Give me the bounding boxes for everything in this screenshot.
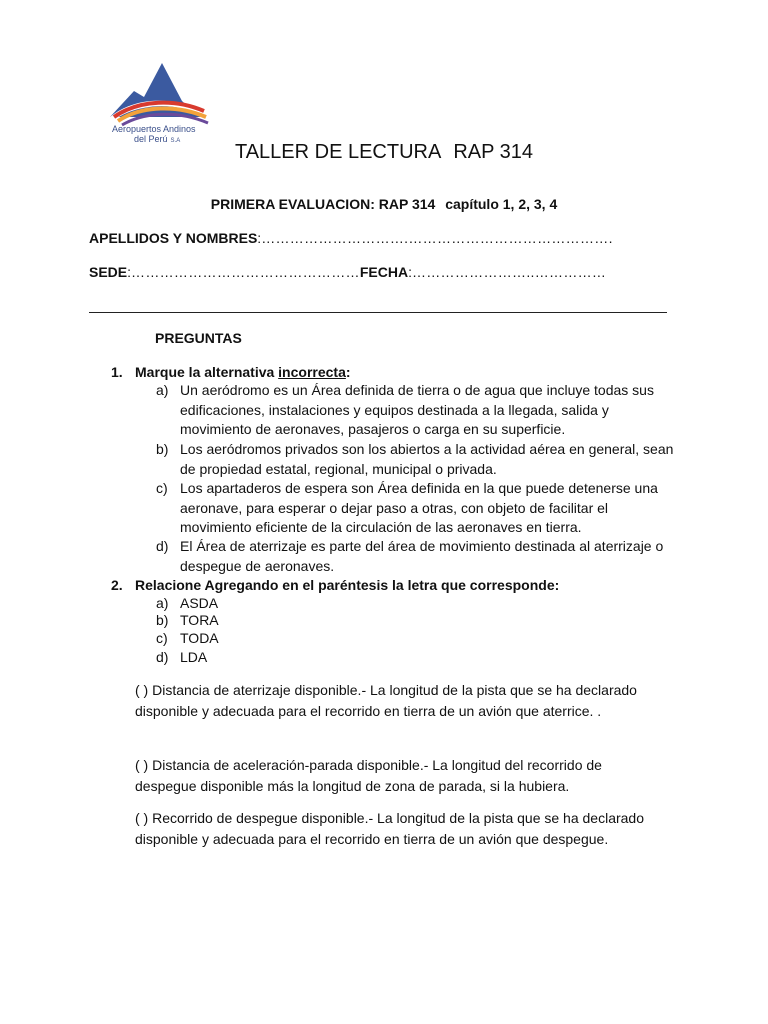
definition-2[interactable]: ( ) Distancia de aceleración-parada disponible.- La longitud del recorrido de despegue disponible más la longitud de zona de parada, si la hubiera. bbox=[135, 757, 602, 794]
question-2 bbox=[111, 577, 559, 593]
question-1-underlined: incorrecta bbox=[278, 364, 346, 380]
logo-name-line1: Aeropuertos Andinos bbox=[112, 124, 196, 134]
q1-option-b-text: Los aeródromos privados son los abiertos a la actividad aérea en general, sean de propiedad estatal, regional, municipal o privada. bbox=[180, 441, 674, 477]
subtitle-part2: capítulo 1, 2, 3, 4 bbox=[445, 196, 558, 212]
q1-option-c-text: Los apartaderos de espera son Área definida en la que puede detenerse una aeronave, para esperar o dejar paso a otras, con objeto de facilitar el movimiento eficiente de la circulación de las aeronaves en tierra. bbox=[180, 480, 658, 535]
names-dots: ………………………….……………………………………. bbox=[261, 230, 613, 246]
title-part1: TALLER DE LECTURA bbox=[234, 141, 442, 163]
logo-name-suffix: S.A bbox=[170, 138, 181, 144]
q1-option-d-text: El Área de aterrizaje es parte del área de movimiento destinada al aterrizaje o despegue de aeronaves. bbox=[180, 538, 664, 574]
q1-option-c[interactable] bbox=[156, 479, 676, 538]
definition-1[interactable]: ( ) Distancia de aterrizaje disponible.- La longitud de la pista que se ha declarado disponible y adecuada para el recorrido en tierra de un avión que aterrice. . bbox=[135, 682, 637, 719]
q1-option-a-text: Un aeródromo es un Área definida de tierra o de agua que incluye todas sus edificaciones, instalaciones y equipos destinada a la llegada, salida y movimiento de aeronaves, pasajeros o carga en su superficie. bbox=[180, 382, 654, 437]
names-colon: : bbox=[257, 230, 262, 246]
q1-option-a[interactable] bbox=[156, 381, 676, 440]
fecha-colon: : bbox=[408, 264, 412, 280]
definition-3[interactable]: ( ) Recorrido de despegue disponible.- La longitud de la pista que se ha declarado disponible y adecuada para el recorrido en tierra de un avión que despegue. bbox=[135, 810, 645, 847]
page-subtitle bbox=[0, 196, 768, 212]
fecha-dots[interactable]: ……………………..…………… bbox=[411, 264, 607, 280]
names-label: APELLIDOS Y NOMBRES bbox=[89, 230, 258, 246]
divider-line bbox=[89, 312, 667, 313]
q1-option-d-letter: d) bbox=[156, 538, 169, 554]
fecha-label: FECHA bbox=[359, 264, 409, 280]
q2-option-b bbox=[156, 611, 676, 631]
question-2-text: Relacione Agregando en el paréntesis la letra que corresponde: bbox=[135, 577, 560, 593]
subtitle-part1: PRIMERA EVALUACION: RAP 314 bbox=[210, 196, 436, 212]
q2-option-a-letter: a) bbox=[156, 595, 169, 611]
q2-option-d-text: LDA bbox=[180, 649, 208, 665]
question-1 bbox=[111, 364, 351, 380]
sede-label: SEDE bbox=[89, 264, 128, 280]
q2-option-a-text: ASDA bbox=[180, 595, 219, 611]
q2-option-d-letter: d) bbox=[156, 649, 169, 665]
logo-name-line2-text: del Perú bbox=[134, 134, 168, 144]
names-field[interactable] bbox=[89, 230, 613, 246]
title-part2: RAP 314 bbox=[453, 141, 534, 163]
page-title bbox=[0, 141, 768, 164]
q1-option-d[interactable] bbox=[156, 537, 676, 576]
q1-option-b[interactable] bbox=[156, 440, 676, 479]
q2-option-c-letter: c) bbox=[156, 630, 168, 646]
q1-option-b-letter: b) bbox=[156, 441, 169, 457]
q2-option-c bbox=[156, 629, 676, 649]
sede-dots[interactable]: ………………………………………… bbox=[131, 264, 360, 280]
q1-option-c-letter: c) bbox=[156, 480, 168, 496]
q2-option-b-letter: b) bbox=[156, 612, 169, 628]
question-2-number: 2. bbox=[111, 577, 123, 593]
section-title: PREGUNTAS bbox=[155, 330, 242, 346]
q1-option-a-letter: a) bbox=[156, 382, 169, 398]
q2-option-b-text: TORA bbox=[180, 612, 219, 628]
q2-option-c-text: TODA bbox=[180, 630, 219, 646]
question-1-number: 1. bbox=[111, 364, 123, 380]
question-1-colon: : bbox=[345, 364, 351, 380]
question-1-text: Marque la alternativa bbox=[135, 364, 279, 380]
sede-colon: : bbox=[127, 264, 132, 280]
q2-option-d bbox=[156, 648, 676, 668]
sede-fecha-row bbox=[89, 264, 606, 280]
